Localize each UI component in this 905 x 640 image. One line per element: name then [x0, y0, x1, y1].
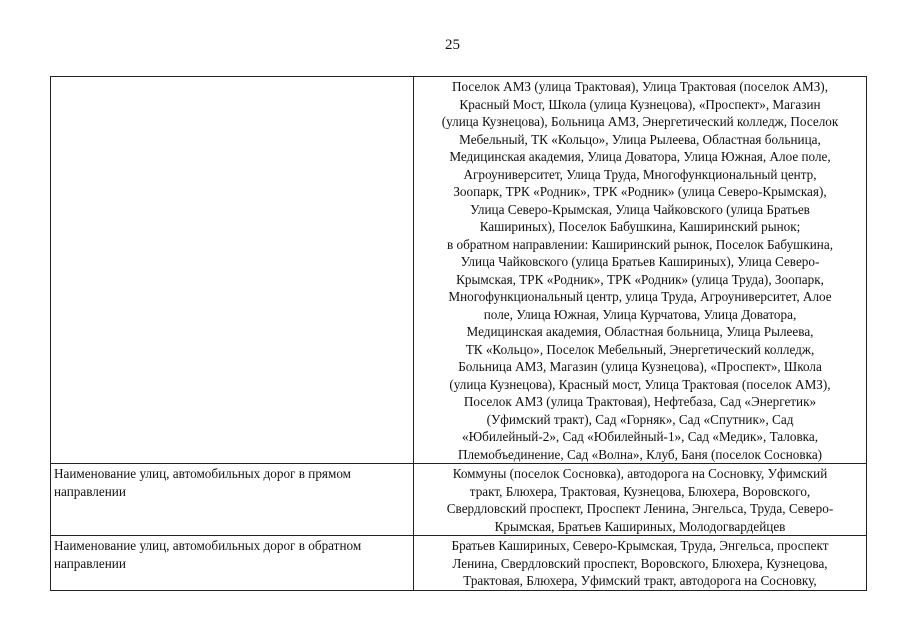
value-text-line: Улица Чайковского (улица Братьев Кашириных), Улица Северо-	[460, 254, 820, 269]
value-text-line: Медицинская академия, Областная больница, Улица Рылеева,	[466, 324, 814, 339]
value-text-line: Кашириных), Поселок Бабушкина, Каширинский рынок;	[479, 219, 801, 234]
value-text-line: тракт, Блюхера, Трактовая, Кузнецова, Блюхера, Воровского,	[469, 483, 811, 499]
route-table	[50, 76, 867, 591]
value-text-line: Мебельный, ТК «Кольцо», Улица Рылеева, Областная больница,	[459, 131, 821, 147]
value-text-line: Агроуниверситет, Улица Труда, Многофункциональный центр,	[463, 166, 817, 182]
value-text-line: ТК «Кольцо», Поселок Мебельный, Энергетический колледж,	[465, 341, 815, 357]
table-row	[51, 464, 867, 536]
value-text-line: Коммуны (поселок Сосновка), автодорога на Сосновку, Уфимский	[452, 466, 828, 481]
row-label-cell: Наименование улиц, автомобильных дорог в прямом направлении	[51, 464, 414, 536]
route-table-body	[51, 77, 867, 591]
value-text-line: Поселок АМЗ (улица Трактовая), Нефтебаза, Сад «Энергетик»	[463, 394, 817, 409]
table-row	[51, 536, 867, 591]
row-value-cell	[414, 536, 867, 591]
row-value-cell	[414, 77, 867, 464]
value-text-line: Зоопарк, ТРК «Родник», ТРК «Родник» (улица Северо-Крымская),	[453, 184, 827, 199]
value-text-line: Племобъединение, Сад «Волна», Клуб, Баня (поселок Сосновка)	[457, 446, 823, 462]
row-label-cell: Наименование улиц, автомобильных дорог в обратном направлении	[51, 536, 414, 591]
value-text-line: Крымская, Братьев Кашириных, Молодогвардейцев	[494, 518, 786, 534]
value-text-line: Больница АМЗ, Магазин (улица Кузнецова), «Проспект», Школа	[458, 359, 822, 374]
value-text-line: (улица Кузнецова), Красный мост, Улица Трактовая (поселок АМЗ),	[449, 376, 831, 392]
value-text-line: «Юбилейный-2», Сад «Юбилейный-1», Сад «Медик», Таловка,	[461, 429, 819, 444]
value-text-line: Многофункциональный центр, улица Труда, Агроуниверситет, Алое	[448, 289, 832, 304]
value-text-line: Ленина, Свердловский проспект, Воровского, Блюхера, Кузнецова,	[452, 555, 828, 571]
value-text-line: Красный Мост, Школа (улица Кузнецова), «Проспект», Магазин	[459, 96, 821, 112]
page-number: 25	[445, 37, 460, 53]
value-text-line: Улица Северо-Крымская, Улица Чайковского (улица Братьев	[470, 201, 810, 217]
value-text-line: (улица Кузнецова), Больница АМЗ, Энергетический колледж, Поселок	[441, 114, 839, 129]
value-text-line: Свердловский проспект, Проспект Ленина, Энгельса, Труда, Северо-	[446, 501, 834, 516]
value-text-line: Поселок АМЗ (улица Трактовая), Улица Трактовая (поселок АМЗ),	[451, 79, 828, 94]
value-text-line: поле, Улица Южная, Улица Курчатова, Улица Доватора,	[483, 306, 797, 322]
value-text-line: Трактовая, Блюхера, Уфимский тракт, автодорога на Сосновку,	[463, 573, 817, 588]
value-text-line: Братьев Кашириных, Северо-Крымская, Труда, Энгельса, проспект	[451, 538, 829, 553]
value-text-line: Медицинская академия, Улица Доватора, Улица Южная, Алое поле,	[449, 149, 831, 164]
value-text-line: Крымская, ТРК «Родник», ТРК «Родник» (улица Труда), Зоопарк,	[456, 271, 824, 287]
table-row	[51, 77, 867, 464]
row-value-cell	[414, 464, 867, 536]
row-label-cell	[51, 77, 414, 464]
value-text-line: в обратном направлении: Каширинский рынок, Поселок Бабушкина,	[446, 236, 834, 252]
value-text-line: (Уфимский тракт), Сад «Горняк», Сад «Спутник», Сад	[486, 411, 794, 427]
